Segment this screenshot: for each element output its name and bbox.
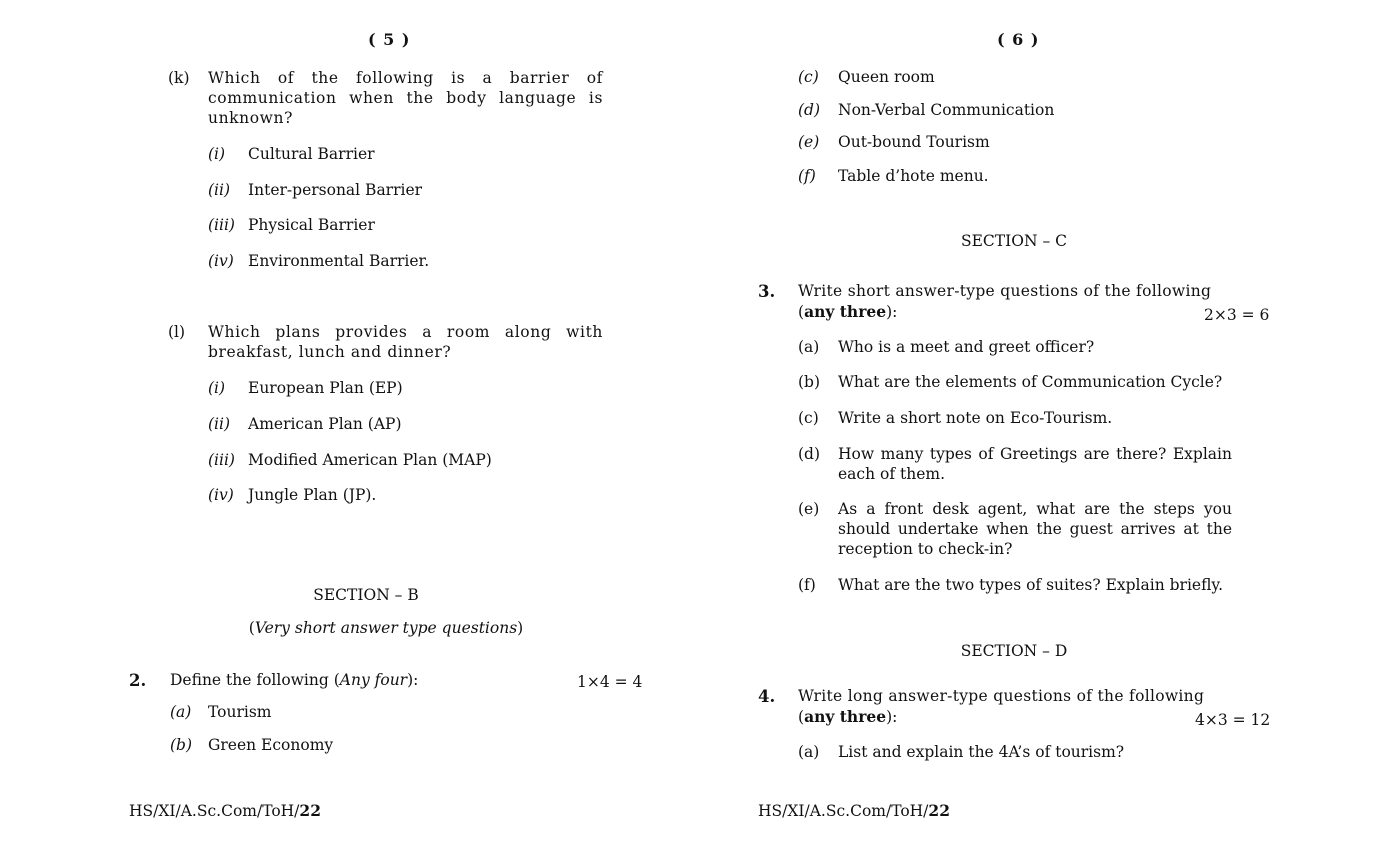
option-text: Physical Barrier	[248, 216, 375, 234]
question-number: 4.	[758, 687, 776, 706]
option-text: Modified American Plan (MAP)	[248, 451, 492, 469]
question-3-qualifier: (any three):	[798, 302, 898, 321]
footer-code: HS/XI/A.Sc.Com/ToH/22	[129, 801, 321, 820]
item-label: (e)	[798, 500, 820, 518]
item-text: Tourism	[208, 703, 272, 721]
option-label: (ii)	[208, 181, 231, 199]
question-k-text: Which of the following is a barrier of communication when the body language is unknown?	[208, 69, 603, 127]
section-b-title: SECTION – B	[313, 586, 419, 604]
question-number: 2.	[129, 671, 147, 690]
section-c-title: SECTION – C	[961, 232, 1067, 250]
question-2-text: Define the following (Any four):	[170, 671, 419, 689]
item-text: Queen room	[838, 68, 935, 86]
item-label: (c)	[798, 409, 819, 427]
question-4-qualifier: (any three):	[798, 707, 898, 726]
option-text: American Plan (AP)	[248, 415, 402, 433]
option-label: (iv)	[208, 486, 234, 504]
item-label: (b)	[170, 736, 193, 754]
page-number: ( 5 )	[368, 30, 411, 49]
section-d-title: SECTION – D	[960, 642, 1068, 660]
item-text: What are the two types of suites? Explain briefly.	[838, 576, 1224, 594]
option-text: Environmental Barrier.	[248, 252, 430, 270]
question-l-label: (l)	[168, 323, 186, 341]
option-text: European Plan (EP)	[248, 379, 403, 397]
item-text: Table d’hote menu.	[838, 167, 989, 185]
marks: 1×4 = 4	[577, 673, 643, 691]
item-text: Write a short note on Eco-Tourism.	[838, 409, 1113, 427]
item-text: Out-bound Tourism	[838, 133, 990, 151]
item-text: Non-Verbal Communication	[838, 101, 1055, 119]
item-text: How many types of Greetings are there? Explain each of them.	[838, 445, 1232, 483]
item-label: (d)	[798, 445, 821, 463]
item-label: (b)	[798, 373, 821, 391]
marks: 4×3 = 12	[1195, 711, 1271, 729]
question-k-label: (k)	[168, 69, 190, 87]
option-label: (i)	[208, 145, 226, 163]
item-label: (e)	[798, 133, 820, 151]
item-text: List and explain the 4A’s of tourism?	[838, 743, 1125, 761]
item-label: (a)	[170, 703, 192, 721]
option-text: Inter-personal Barrier	[248, 181, 423, 199]
question-3-text: Write short answer-type questions of the following	[798, 282, 1212, 300]
item-label: (a)	[798, 338, 820, 356]
item-text: Green Economy	[208, 736, 334, 754]
question-number: 3.	[758, 282, 776, 301]
item-text: Who is a meet and greet officer?	[838, 338, 1095, 356]
item-label: (f)	[798, 576, 816, 594]
option-label: (iii)	[208, 216, 235, 234]
item-label: (c)	[798, 68, 819, 86]
item-label: (d)	[798, 101, 821, 119]
page-number: ( 6 )	[997, 30, 1040, 49]
option-label: (iii)	[208, 451, 235, 469]
item-label: (a)	[798, 743, 820, 761]
item-text: What are the elements of Communication Cycle?	[838, 373, 1223, 391]
marks: 2×3 = 6	[1204, 306, 1270, 324]
footer-code: HS/XI/A.Sc.Com/ToH/22	[758, 801, 950, 820]
option-label: (iv)	[208, 252, 234, 270]
question-4-text: Write long answer-type questions of the following	[798, 687, 1205, 705]
option-text: Jungle Plan (JP).	[248, 486, 377, 504]
option-text: Cultural Barrier	[248, 145, 375, 163]
option-label: (i)	[208, 379, 226, 397]
section-b-subtitle: (Very short answer type questions)	[248, 619, 524, 637]
question-l-text: Which plans provides a room along with breakfast, lunch and dinner?	[208, 323, 603, 361]
item-text: As a front desk agent, what are the steps you should undertake when the guest arrives at the reception to check-in?	[838, 500, 1232, 558]
item-label: (f)	[798, 167, 816, 185]
option-label: (ii)	[208, 415, 231, 433]
